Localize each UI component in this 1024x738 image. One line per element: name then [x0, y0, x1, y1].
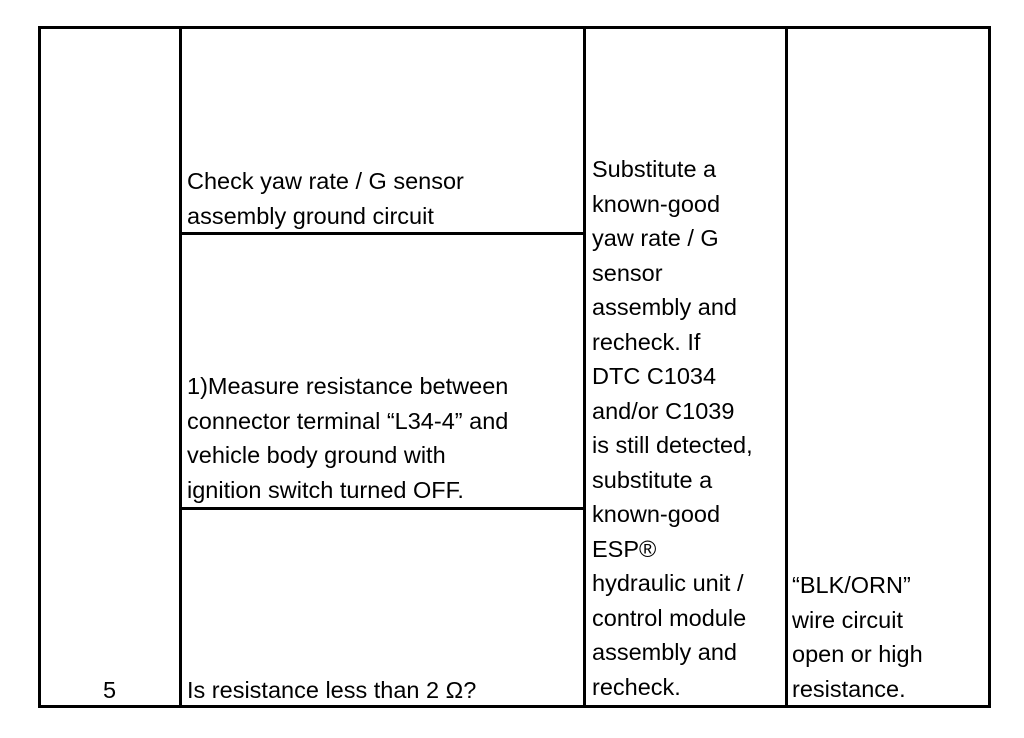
yes-line: recheck. If: [592, 328, 701, 355]
procedure-line: connector terminal “L34-4” and: [187, 407, 509, 434]
procedure-line: 1)Measure resistance between: [187, 373, 509, 399]
yes-line: sensor: [592, 259, 663, 286]
no-line: resistance.: [792, 675, 906, 702]
column-divider-2: [583, 26, 586, 708]
yes-line: DTC C1034: [592, 363, 717, 389]
yes-line: known-good: [592, 501, 721, 527]
column-divider-1: [179, 26, 182, 708]
yes-line: and/or C1039: [592, 397, 735, 424]
row-divider-2: [179, 507, 586, 510]
yes-line: assembly and: [592, 294, 737, 320]
no-line: open or high: [792, 641, 923, 667]
yes-line: hydraulic unit /: [592, 570, 744, 596]
action-question: Is resistance less than 2 Ω?: [187, 677, 477, 703]
yes-result: [592, 152, 753, 704]
yes-line: yaw rate / G: [592, 225, 719, 251]
action-procedure: [187, 369, 508, 507]
column-divider-3: [785, 26, 788, 708]
yes-line: known-good: [592, 190, 721, 217]
procedure-line: ignition switch turned OFF.: [187, 476, 464, 503]
action-title-line: assembly ground circuit: [187, 202, 434, 229]
procedure-line: vehicle body ground with: [187, 442, 446, 468]
yes-line: assembly and: [592, 639, 737, 665]
action-title-line: Check yaw rate / G sensor: [187, 168, 464, 194]
table-border-left: [38, 26, 41, 708]
yes-line: is still detected,: [592, 432, 753, 458]
yes-line: recheck.: [592, 673, 681, 700]
no-line: wire circuit: [792, 606, 903, 633]
step-number: 5: [103, 677, 117, 703]
yes-line: substitute a: [592, 466, 713, 493]
no-line: “BLK/ORN”: [792, 572, 911, 598]
table-border-right: [988, 26, 991, 708]
yes-line: Substitute a: [592, 156, 717, 182]
action-title: [187, 164, 464, 233]
yes-line: control module: [592, 604, 747, 631]
yes-line: ESP®: [592, 535, 657, 562]
no-result: [792, 568, 923, 706]
